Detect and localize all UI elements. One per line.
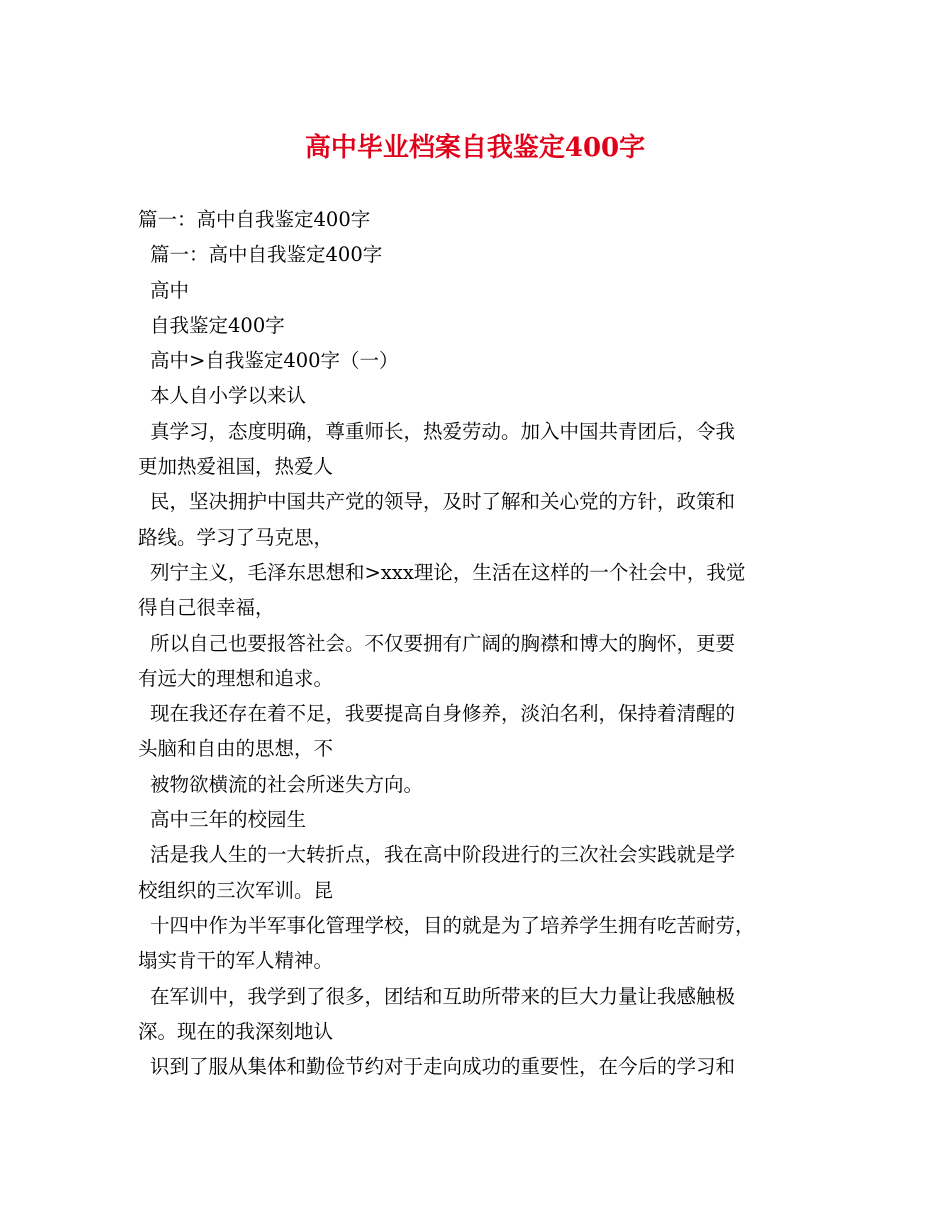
- body-line: 头脑和自由的思想，不: [138, 737, 334, 761]
- body-line: 高中: [150, 278, 190, 302]
- body-line: 高中三年的校园生: [150, 808, 307, 832]
- document-title: 高中毕业档案自我鉴定400字: [304, 133, 646, 163]
- body-line: 自我鉴定400字: [150, 313, 285, 337]
- body-line: 有远大的理想和追求。: [138, 666, 334, 690]
- body-line: 在军训中，我学到了很多，团结和互助所带来的巨大力量让我感触极: [150, 984, 736, 1008]
- body-line: 本人自小学以来认: [150, 384, 307, 408]
- document-body: [138, 202, 818, 1084]
- body-line: 列宁主义，毛泽东思想和>xxx理论，生活在这样的一个社会中，我觉: [150, 560, 746, 584]
- body-line: 得自己很幸福，: [138, 596, 275, 620]
- body-line: 路线。学习了马克思，: [138, 525, 334, 549]
- body-line: 所以自己也要报答社会。不仅要拥有广阔的胸襟和博大的胸怀，更要: [150, 631, 736, 655]
- body-line: 高中>自我鉴定400字（一）: [150, 349, 399, 373]
- body-line: 真学习，态度明确，尊重师长，热爱劳动。加入中国共青团后，令我: [150, 419, 736, 443]
- body-line: 被物欲横流的社会所迷失方向。: [150, 772, 424, 796]
- body-line: 校组织的三次军训。昆: [138, 878, 334, 902]
- body-line: 塌实肯干的军人精神。: [138, 949, 334, 973]
- body-line: 篇一：高中自我鉴定400字: [150, 243, 383, 267]
- body-line: 十四中作为半军事化管理学校，目的就是为了培养学生拥有吃苦耐劳，: [150, 913, 755, 937]
- body-line: 识到了服从集体和勤俭节约对于走向成功的重要性，在今后的学习和: [150, 1055, 736, 1079]
- body-line: 更加热爱祖国，热爱人: [138, 455, 334, 479]
- body-line: 活是我人生的一大转折点，我在高中阶段进行的三次社会实践就是学: [150, 843, 736, 867]
- body-line: 民，坚决拥护中国共产党的领导，及时了解和关心党的方针，政策和: [150, 490, 736, 514]
- body-line: 现在我还存在着不足，我要提高自身修养，淡泊名利，保持着清醒的: [150, 702, 736, 726]
- body-line: 深。现在的我深刻地认: [138, 1019, 334, 1043]
- body-line: 篇一：高中自我鉴定400字: [138, 208, 371, 231]
